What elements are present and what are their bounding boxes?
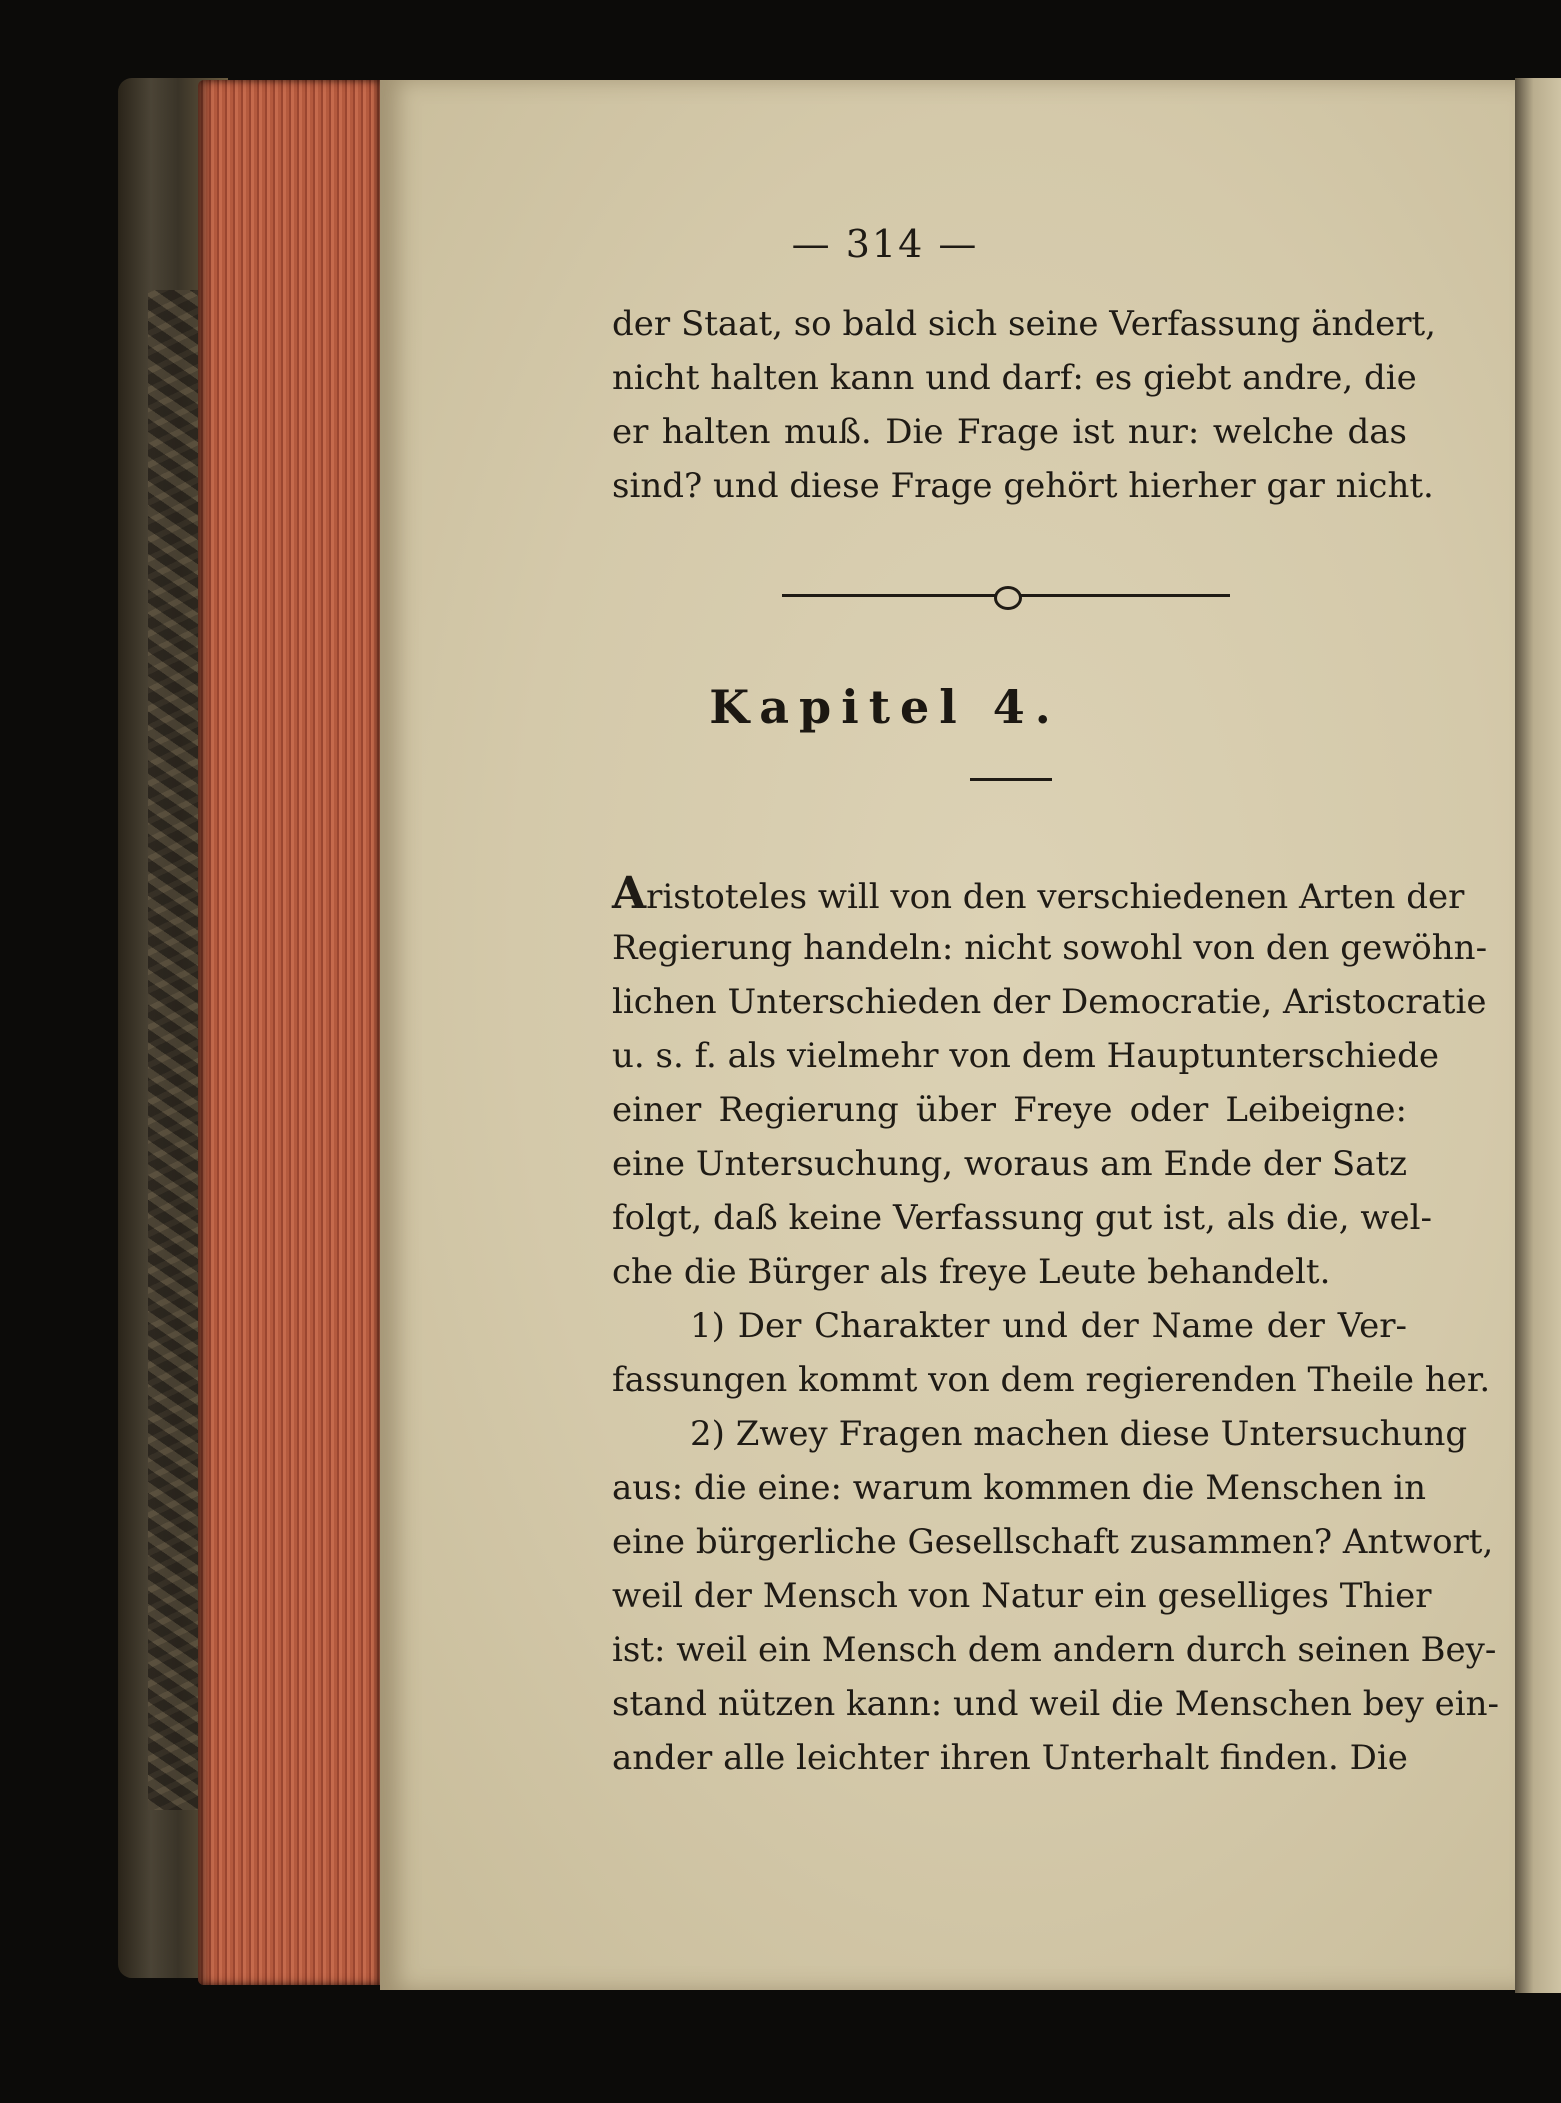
text-line-rest: ristoteles will von den verschiedenen Arten der [646,877,1465,917]
text-line: folgt, daß keine Verfassung gut ist, als die, wel- [612,1198,1432,1238]
text-line: 1) Der Charakter und der Name der Ver- [690,1306,1407,1346]
text-line: u. s. f. als vielmehr von dem Hauptunterschiede [612,1036,1440,1076]
text-line: eine Untersuchung, woraus am Ende der Satz [612,1144,1407,1184]
text-line: aus: die eine: warum kommen die Menschen in [612,1468,1427,1508]
chapter-title: Kapitel 4. [709,680,1061,734]
text-line: ist: weil ein Mensch dem andern durch seinen Bey- [612,1630,1497,1670]
text-line: er halten muß. Die Frage ist nur: welche das [612,412,1407,452]
bleed-through-shadow [612,520,1407,556]
red-page-edges [198,80,380,1985]
text-line: fassungen kommt von dem regierenden Theile her. [612,1360,1491,1400]
text-line: weil der Mensch von Natur ein geselliges Thier [612,1576,1432,1616]
chapter-rule [970,778,1052,781]
text-line: lichen Unterschieden der Democratie, Aristocratie [612,982,1487,1022]
facing-page-edge [1515,78,1561,1993]
drop-initial: A [612,868,647,919]
text-line: 2) Zwey Fragen machen diese Untersuchung [690,1414,1468,1454]
divider-ornament [994,586,1022,610]
text-line: sind? und diese Frage gehört hierher gar nicht. [612,466,1434,506]
text-line: stand nützen kann: und weil die Menschen bey ein- [612,1684,1500,1724]
section-divider [782,590,1230,600]
text-line: che die Bürger als freye Leute behandelt. [612,1252,1331,1292]
bleed-through-shadow [612,830,1407,866]
text-line: ander alle leichter ihren Unterhalt finden. Die [612,1738,1408,1778]
text-line: der Staat, so bald sich seine Verfassung ändert, [612,304,1436,344]
text-line: Regierung handeln: nicht sowohl von den gewöhn- [612,928,1488,968]
page-number: — 314 — [791,222,979,266]
text-line: einer Regierung über Freye oder Leibeigne: [612,1090,1407,1130]
text-line-first [612,868,1465,919]
text-line: eine bürgerliche Gesellschaft zusammen? Antwort, [612,1522,1494,1562]
text-line: nicht halten kann und darf: es giebt andre, die [612,358,1417,398]
